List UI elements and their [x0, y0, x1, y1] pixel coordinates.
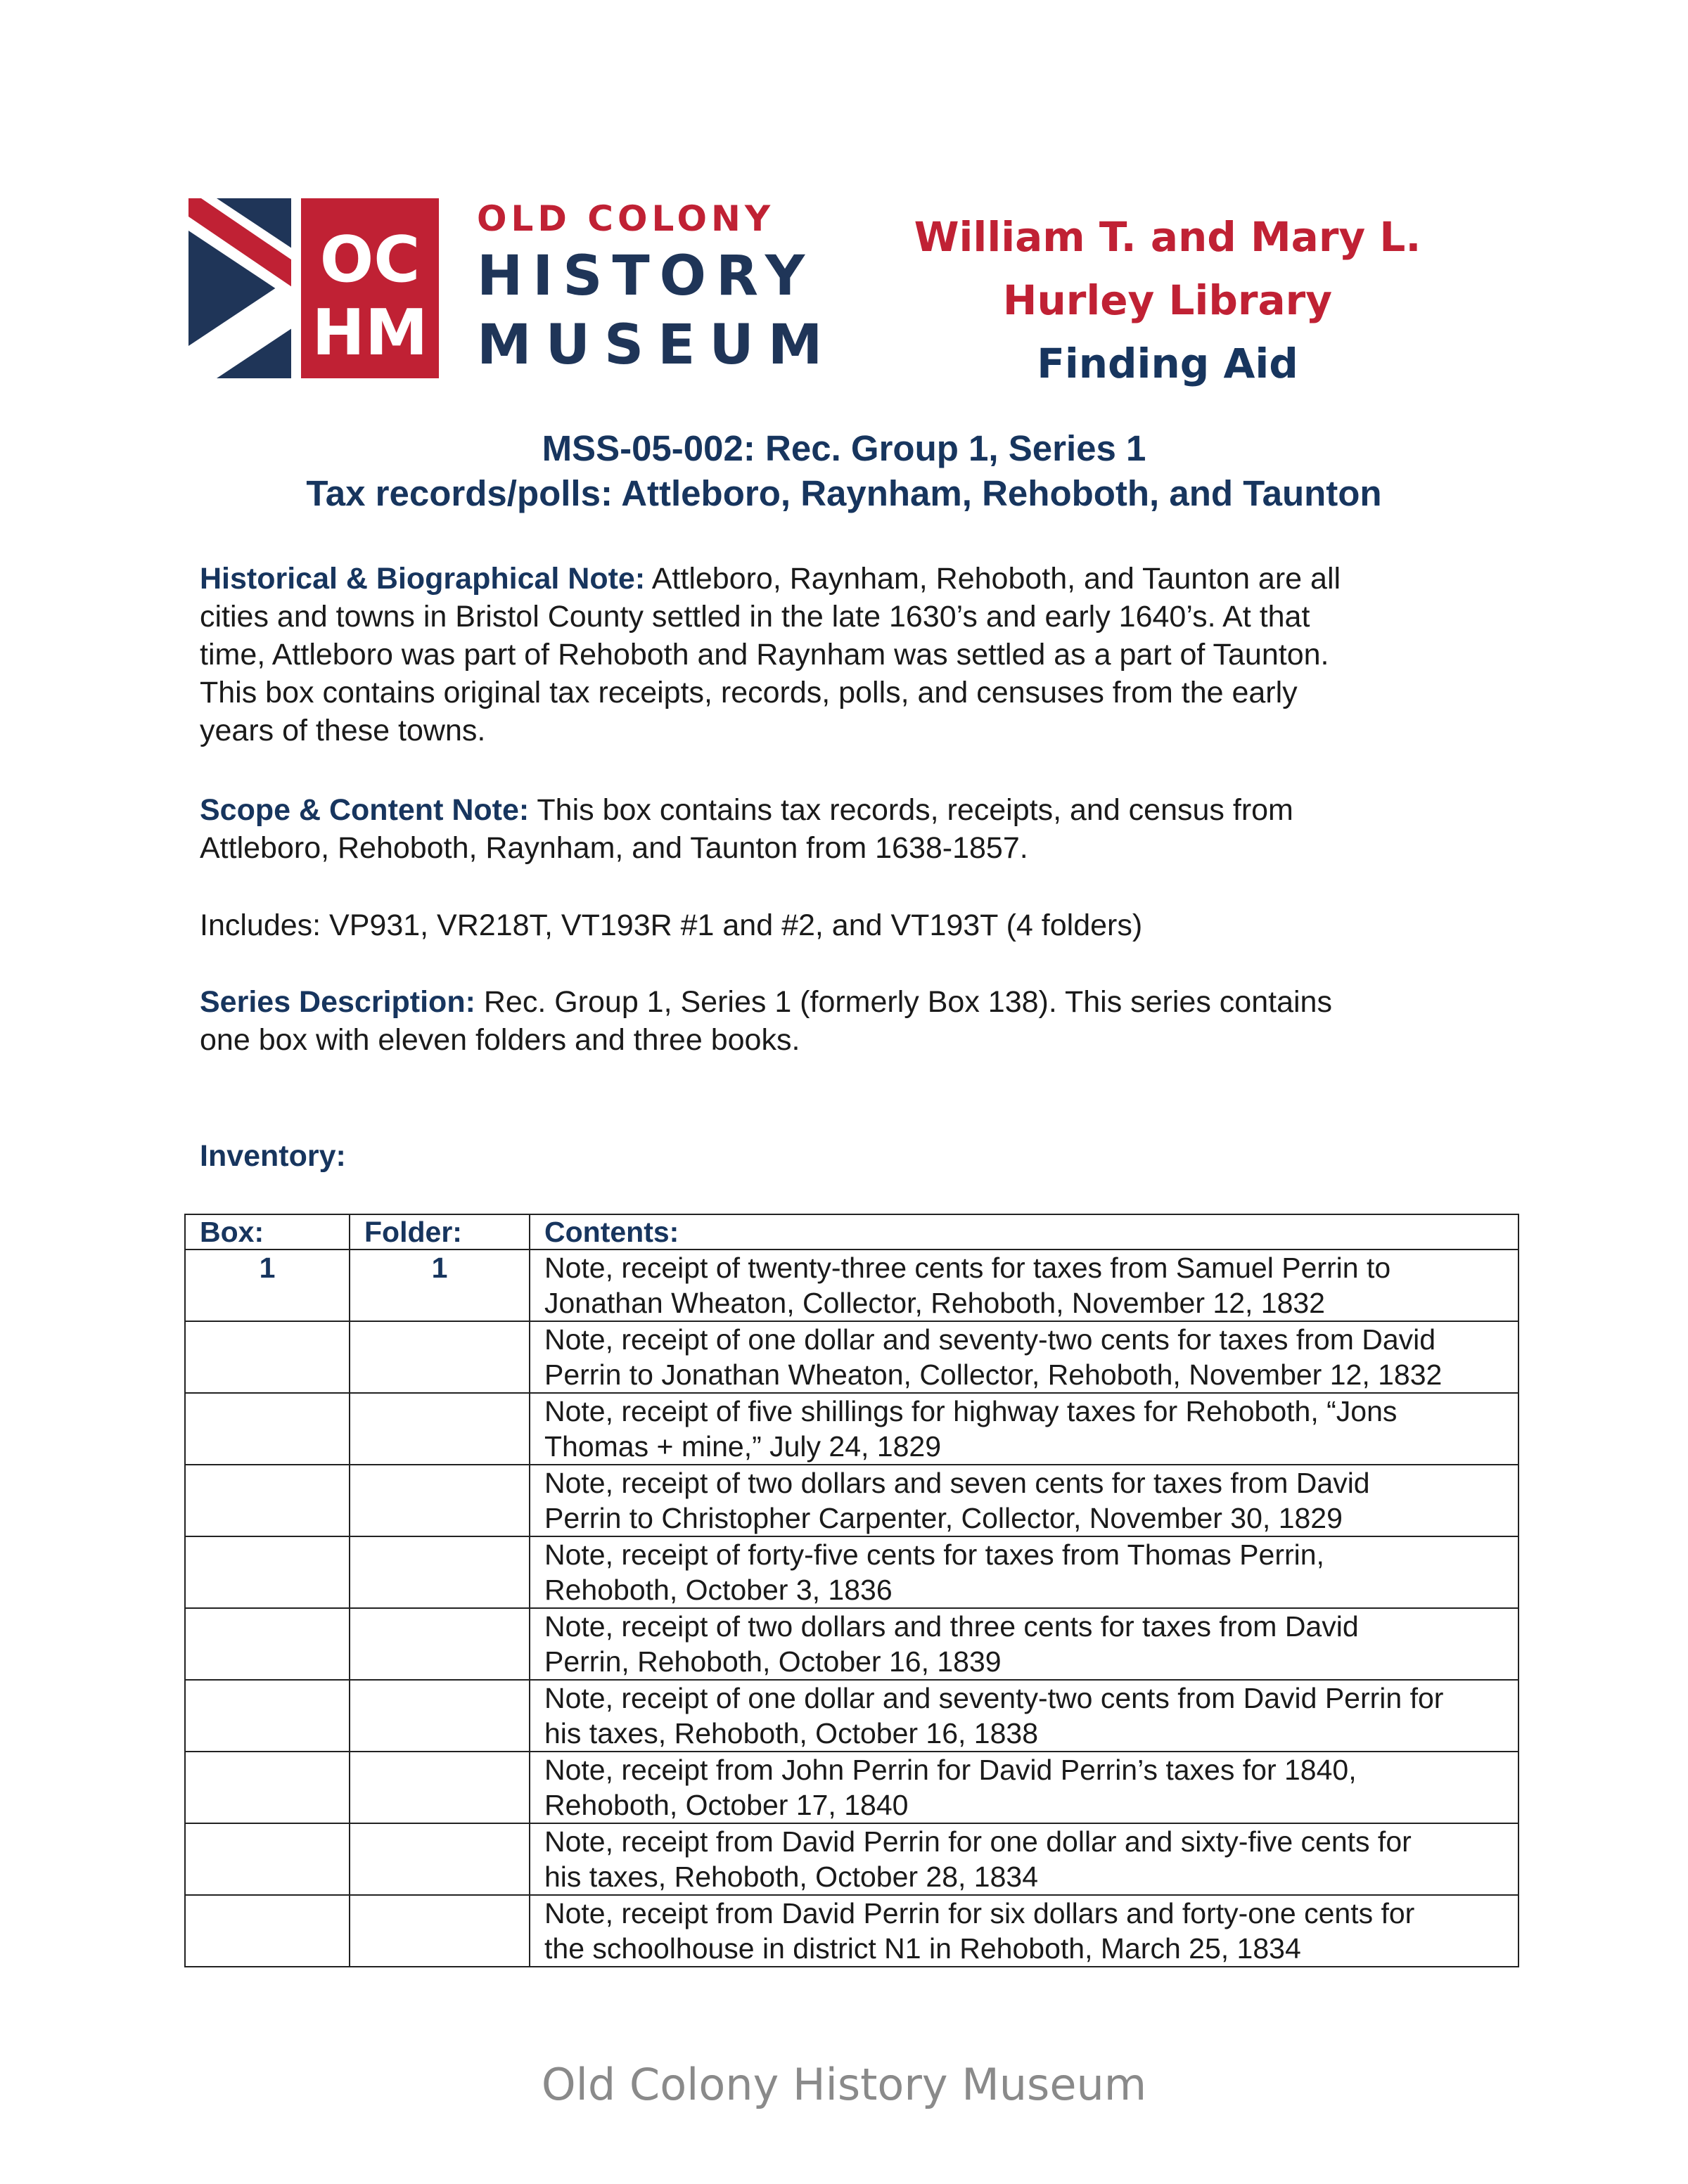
contents-line: Note, receipt of twenty-three cents for taxes from Samuel Perrin to [544, 1252, 1391, 1284]
inventory-heading [200, 1137, 1522, 1175]
cell-contents [530, 1250, 1518, 1321]
contents-line: Note, receipt of one dollar and seventy-two cents for taxes from David [544, 1323, 1436, 1356]
cell-contents [530, 1608, 1518, 1680]
logo-monogram-top: OC [319, 223, 421, 297]
inventory-table [184, 1214, 1519, 1967]
contents-line: his taxes, Rehoboth, October 16, 1838 [544, 1717, 1039, 1749]
series-description-text: one box with eleven folders and three books. [200, 1023, 800, 1057]
table-row [185, 1465, 1518, 1536]
cell-folder [350, 1895, 530, 1967]
document-title [169, 426, 1519, 516]
includes-line: Includes: VP931, VR218T, VT193R #1 and #2, and VT193T (4 folders) [200, 908, 1143, 942]
historical-note-text: years of these towns. [200, 714, 486, 747]
contents-line: Note, receipt of one dollar and seventy-two cents from David Perrin for [544, 1682, 1444, 1714]
cell-box [185, 1608, 350, 1680]
library-line-2: Hurley Library [1002, 276, 1333, 324]
contents-line: Note, receipt from John Perrin for David Perrin’s taxes for 1840, [544, 1754, 1357, 1786]
cell-contents [530, 1536, 1518, 1608]
cell-box [185, 1680, 350, 1752]
series-description [200, 983, 1522, 1059]
cell-contents [530, 1393, 1518, 1465]
header-folder: Folder: [350, 1214, 530, 1250]
cell-box [185, 1465, 350, 1536]
table-row [185, 1608, 1518, 1680]
contents-line: Thomas + mine,” July 24, 1829 [544, 1430, 942, 1463]
logo-line-2: HISTORY [477, 245, 815, 308]
scope-note [200, 791, 1522, 867]
cell-box [185, 1393, 350, 1465]
cell-folder: 1 [350, 1250, 530, 1321]
library-line-3: Finding Aid [1037, 340, 1298, 387]
historical-note [200, 560, 1522, 750]
cell-contents [530, 1823, 1518, 1895]
page-footer: Old Colony History Museum [541, 2059, 1147, 2110]
historical-note-text: cities and towns in Bristol County settled in the late 1630’s and early 1640’s. At that [200, 600, 1310, 634]
cell-box [185, 1823, 350, 1895]
series-description-text: Rec. Group 1, Series 1 (formerly Box 138). This series contains [475, 985, 1332, 1019]
historical-note-text: This box contains original tax receipts, records, polls, and censuses from the early [200, 676, 1298, 709]
cell-contents [530, 1895, 1518, 1967]
historical-note-label: Historical & Biographical Note: [200, 562, 646, 596]
historical-note-text: Attleboro, Raynham, Rehoboth, and Taunton are all [645, 562, 1341, 596]
library-line-1: William T. and Mary L. [914, 213, 1421, 261]
series-description-label: Series Description: [200, 985, 475, 1019]
contents-line: Note, receipt of five shillings for highway taxes for Rehoboth, “Jons [544, 1395, 1398, 1427]
cell-box [185, 1752, 350, 1823]
table-row [185, 1680, 1518, 1752]
table-row [185, 1752, 1518, 1823]
cell-folder [350, 1608, 530, 1680]
contents-line: his taxes, Rehoboth, October 28, 1834 [544, 1861, 1039, 1893]
scope-note-text: Attleboro, Rehoboth, Raynham, and Taunton from 1638-1857. [200, 831, 1028, 865]
header-box: Box: [185, 1214, 350, 1250]
title-line-1: MSS-05-002: Rec. Group 1, Series 1 [542, 428, 1146, 468]
scope-note-text: This box contains tax records, receipts, and census from [529, 793, 1293, 827]
cell-folder [350, 1680, 530, 1752]
scope-note-label: Scope & Content Note: [200, 793, 530, 827]
cell-box [185, 1536, 350, 1608]
cell-contents [530, 1752, 1518, 1823]
table-row [185, 1895, 1518, 1967]
contents-line: Rehoboth, October 3, 1836 [544, 1574, 893, 1606]
table-header-row [185, 1214, 1518, 1250]
inventory-label: Inventory: [200, 1139, 346, 1173]
logo-monogram-bottom: HM [312, 296, 428, 370]
cell-folder [350, 1321, 530, 1393]
contents-line: Note, receipt of two dollars and three cents for taxes from David [544, 1610, 1359, 1643]
historical-note-text: time, Attleboro was part of Rehoboth and Raynham was settled as a part of Taunton. [200, 638, 1329, 672]
table-row [185, 1536, 1518, 1608]
contents-line: Note, receipt of forty-five cents for taxes from Thomas Perrin, [544, 1539, 1324, 1571]
contents-line: the schoolhouse in district N1 in Rehoboth, March 25, 1834 [544, 1932, 1301, 1965]
cell-contents [530, 1465, 1518, 1536]
cell-folder [350, 1823, 530, 1895]
cell-box [185, 1895, 350, 1967]
logo-line-1: OLD COLONY [477, 198, 775, 239]
cell-folder [350, 1752, 530, 1823]
logo-line-3: MUSEUM [477, 314, 837, 377]
contents-line: Note, receipt of two dollars and seven cents for taxes from David [544, 1467, 1370, 1499]
library-heading [858, 205, 1477, 395]
cell-box [185, 1321, 350, 1393]
cell-folder [350, 1465, 530, 1536]
table-row [185, 1823, 1518, 1895]
title-line-2: Tax records/polls: Attleboro, Raynham, Rehoboth, and Taunton [306, 473, 1382, 513]
cell-contents [530, 1680, 1518, 1752]
cell-box: 1 [185, 1250, 350, 1321]
header-contents: Contents: [530, 1214, 1518, 1250]
contents-line: Perrin to Christopher Carpenter, Collector, November 30, 1829 [544, 1502, 1343, 1534]
contents-line: Jonathan Wheaton, Collector, Rehoboth, November 12, 1832 [544, 1287, 1325, 1319]
contents-line: Note, receipt from David Perrin for one dollar and sixty-five cents for [544, 1825, 1412, 1858]
cell-folder [350, 1393, 530, 1465]
contents-line: Rehoboth, October 17, 1840 [544, 1789, 909, 1821]
cell-contents [530, 1321, 1518, 1393]
table-row [185, 1250, 1518, 1321]
contents-line: Perrin, Rehoboth, October 16, 1839 [544, 1645, 1002, 1678]
table-row [185, 1393, 1518, 1465]
contents-line: Note, receipt from David Perrin for six dollars and forty-one cents for [544, 1897, 1415, 1929]
table-row [185, 1321, 1518, 1393]
cell-folder [350, 1536, 530, 1608]
contents-line: Perrin to Jonathan Wheaton, Collector, Rehoboth, November 12, 1832 [544, 1358, 1443, 1391]
